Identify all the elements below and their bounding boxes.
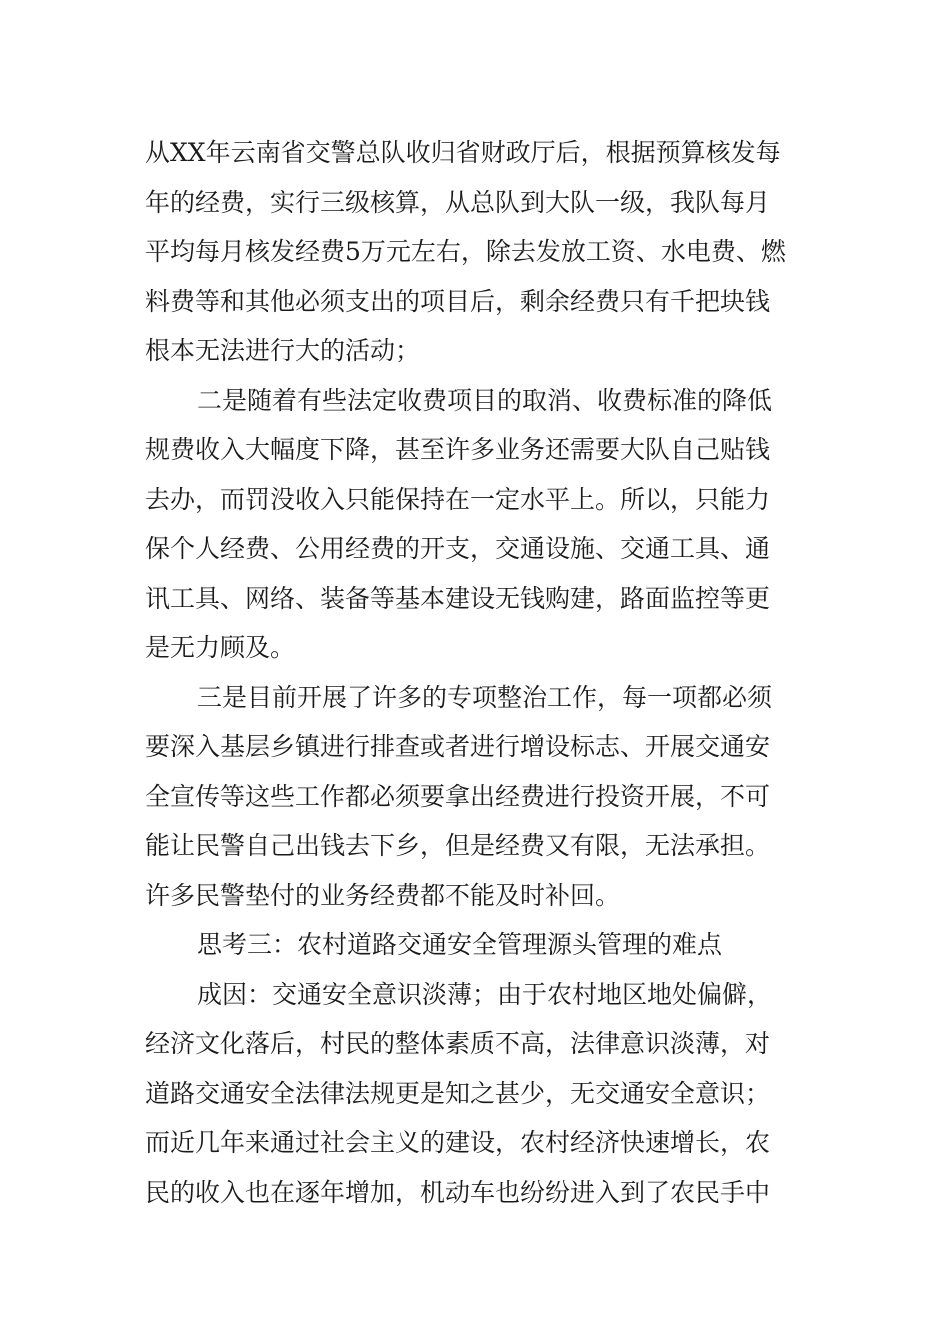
document-body (145, 128, 815, 1217)
text-line: 而近几年来通过社会主义的建设，农村经济快速增长，农 (145, 1128, 771, 1157)
text-line: 规费收入大幅度下降，甚至许多业务还需要大队自己贴钱 (145, 435, 771, 464)
text-line: 从XX年云南省交警总队收归省财政厅后，根据预算核发每 (145, 138, 781, 167)
text-line: 年的经费，实行三级核算，从总队到大队一级，我队每月 (145, 187, 771, 217)
paragraph-first-line: 三是目前开展了许多的专项整治工作，每一项都必须 (197, 682, 773, 712)
text-line: 全宣传等这些工作都必须要拿出经费进行投资开展，不可 (145, 781, 771, 811)
text-line: 料费等和其他必须支出的项目后，剩余经费只有千把块钱 (145, 286, 771, 316)
text-line: 根本无法进行大的活动； (145, 336, 421, 365)
text-line: 民的收入也在逐年增加，机动车也纷纷进入到了农民手中 (145, 1177, 771, 1207)
text-line: 去办，而罚没收入只能保持在一定水平上。所以，只能力 (145, 484, 771, 514)
paragraph-first-line: 成因：交通安全意识淡薄；由于农村地区地处偏僻， (197, 979, 773, 1009)
text-line: 要深入基层乡镇进行排查或者进行增设标志、开展交通安 (145, 732, 771, 761)
text-line: 保个人经费、公用经费的开支，交通设施、交通工具、通 (145, 534, 771, 563)
text-line: 是无力顾及。 (145, 633, 296, 662)
text-line: 能让民警自己出钱去下乡，但是经费又有限，无法承担。 (145, 831, 771, 860)
paragraph-first-line: 二是随着有些法定收费项目的取消、收费标准的降低 (197, 385, 773, 415)
text-line: 平均每月核发经费5万元左右，除去发放工资、水电费、燃 (145, 237, 786, 266)
text-line: 讯工具、网络、装备等基本建设无钱购建，路面监控等更 (145, 583, 771, 613)
text-line: 道路交通安全法律法规更是知之甚少，无交通安全意识； (145, 1078, 771, 1108)
section-heading: 思考三：农村道路交通安全管理源头管理的难点 (197, 930, 723, 959)
text-line: 许多民警垫付的业务经费都不能及时补回。 (145, 880, 621, 910)
text-line: 经济文化落后，村民的整体素质不高，法律意识淡薄，对 (145, 1029, 771, 1058)
